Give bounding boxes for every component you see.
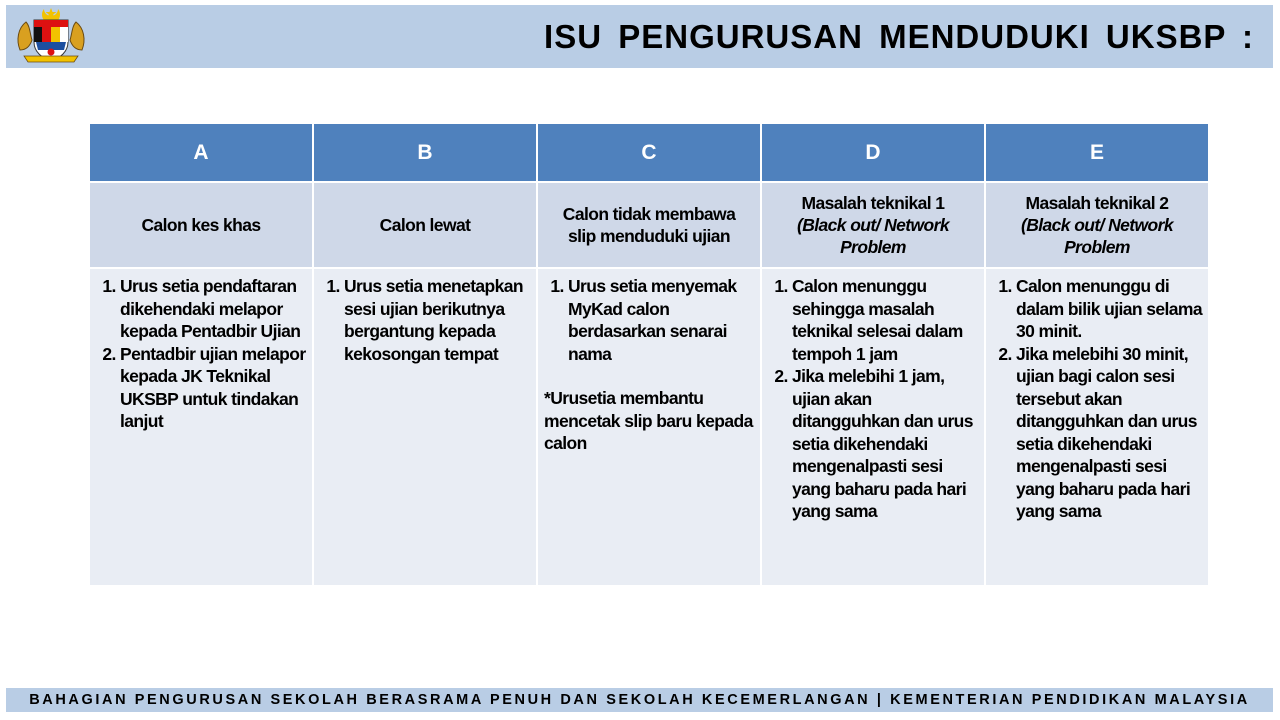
action-item: 1. Calon menunggu sehingga masalah teknikal selesai dalam tempoh 1 jam	[792, 275, 978, 365]
issue-title-line: Masalah teknikal 2	[1025, 193, 1169, 213]
issue-title-c	[537, 182, 761, 268]
action-cell-d	[761, 268, 985, 586]
issue-title-a	[89, 182, 313, 268]
issue-title-line: (Black out/ Network	[797, 215, 949, 235]
action-row	[89, 268, 1209, 586]
column-header-e: E	[985, 123, 1209, 182]
slide-title: ISU PENGURUSAN MENDUDUKI UKSBP :	[544, 18, 1254, 55]
issue-title-line: Masalah teknikal 1	[801, 193, 945, 213]
issue-title-b	[313, 182, 537, 268]
action-item: 2. Jika melebihi 1 jam, ujian akan ditangguhkan dan urus setia dikehendaki mengenalpasti sesi yang baharu pada hari yang sama	[792, 365, 978, 523]
action-item: 2. Pentadbir ujian melapor kepada JK Teknikal UKSBP untuk tindakan lanjut	[120, 343, 306, 433]
issue-title-line: slip menduduki ujian	[567, 226, 731, 246]
action-list	[544, 275, 754, 365]
footer-text: BAHAGIAN PENGURUSAN SEKOLAH BERASRAMA PENUH DAN SEKOLAH KECEMERLANGAN | KEMENTERIAN PENDIDIKAN MALAYSIA	[29, 692, 1250, 708]
issue-title-d	[761, 182, 985, 268]
action-item: 1. Urus setia menyemak MyKad calon berdasarkan senarai nama	[568, 275, 754, 365]
action-cell-c	[537, 268, 761, 586]
issue-title-line: Problem	[1064, 237, 1130, 257]
issues-table	[88, 122, 1210, 587]
footer-bar	[6, 688, 1273, 712]
issue-title-row	[89, 182, 1209, 268]
issue-title-line: Calon kes khas	[141, 215, 261, 235]
action-list	[96, 275, 306, 433]
column-header-b: B	[313, 123, 537, 182]
action-note: *Urusetia membantu mencetak slip baru kepada calon	[544, 388, 753, 453]
coat-of-arms-logo	[14, 6, 88, 66]
action-item: 1. Urus setia pendaftaran dikehendaki melapor kepada Pentadbir Ujian	[120, 275, 306, 343]
action-cell-a	[89, 268, 313, 586]
action-list	[992, 275, 1202, 523]
action-item: 2. Jika melebihi 30 minit, ujian bagi calon sesi tersebut akan ditangguhkan dan urus setia dikehendaki mengenalpasti sesi yang baharu pada hari yang sama	[1016, 343, 1202, 523]
issue-title-line: Calon lewat	[379, 215, 471, 235]
column-header-d: D	[761, 123, 985, 182]
action-item: 1. Calon menunggu di dalam bilik ujian selama 30 minit.	[1016, 275, 1202, 343]
column-header-row	[89, 123, 1209, 182]
issue-title-line: Problem	[840, 237, 906, 257]
issue-title-line: Calon tidak membawa	[562, 204, 736, 224]
action-item: 1. Urus setia menetapkan sesi ujian berikutnya bergantung kepada kekosongan tempat	[344, 275, 530, 365]
column-header-c: C	[537, 123, 761, 182]
action-cell-b	[313, 268, 537, 586]
action-cell-e	[985, 268, 1209, 586]
issue-title-e	[985, 182, 1209, 268]
action-list	[768, 275, 978, 523]
action-list	[320, 275, 530, 365]
issue-title-line: (Black out/ Network	[1021, 215, 1173, 235]
column-header-a: A	[89, 123, 313, 182]
